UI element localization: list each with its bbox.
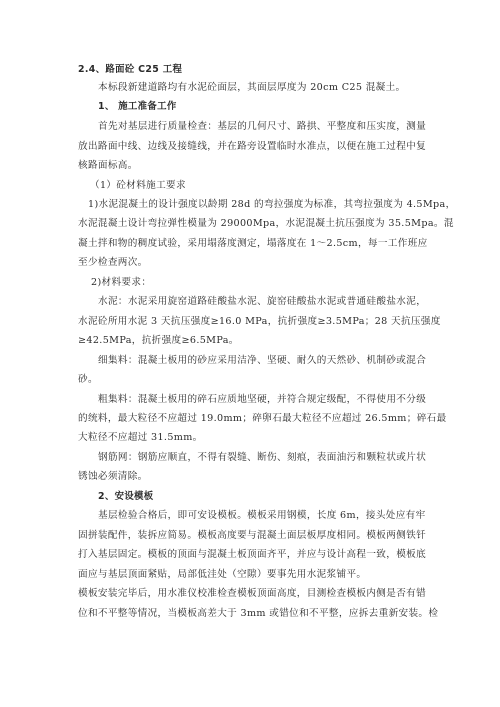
paragraph-line: 模板安装完毕后，用水准仪校准检查模板顶面高度，目测检查模板内侧是否有错 (78, 588, 427, 599)
paragraph-line: 首先对基层进行质量检查：基层的几何尺寸、路拱、平整度和压实度，测量 (98, 121, 427, 132)
paragraph-line: 凝土拌和物的稠度试验，采用塌落度测定，塌落度在 1～2.5cm，每一工作班应 (78, 238, 428, 249)
paragraph-line: 固拼装配件，装拆应简易。模板高度要与混凝土面层板厚度相同。模板两侧铁钎 (78, 530, 427, 541)
paragraph-line: 钢筋网：钢筋应顺直，不得有裂缝、断伤、刻痕，表面油污和颗粒状或片状 (98, 452, 427, 463)
paragraph-line: 粗集料：混凝土板用的碎石应质地坚硬，并符合规定级配，不得使用不分级 (98, 394, 427, 405)
paragraph-line: 面应与基层顶面紧贴，局部低洼处（空隙）要事先用水泥浆铺平。 (78, 569, 367, 580)
paragraph-line: 水泥：水泥采用旋窑道路硅酸盐水泥、旋窑硅酸盐水泥或普通硅酸盐水泥， (98, 296, 427, 307)
paragraph-line: 打入基层固定。模板的顶面与混凝土板顶面齐平，并应与设计高程一致，模板底 (78, 549, 427, 560)
paragraph-line: 基层检验合格后，即可安设模板。模板采用钢模，长度 6m，接头处应有牢 (98, 510, 426, 521)
paragraph-line: 水泥砼所用水泥 3 天抗压强度≥16.0 MPa，抗折强度≥3.5MPa；28 天抗压强度 (78, 316, 441, 327)
section-heading: 2.4、路面砼 C25 工程 (78, 64, 183, 75)
paragraph-line: 水泥混凝土设计弯拉弹性模量为 29000Mpa，水泥混凝土抗压强度为 35.5Mpa。混 (78, 218, 454, 229)
paragraph-line: 大粒径不应超过 31.5mm。 (78, 432, 203, 443)
paragraph-line: 的统料，最大粒径不应超过 19.0mm；碎卵石最大粒径不应超过 26.5mm；碎石最 (78, 413, 447, 424)
paragraph-line: 锈蚀必须清除。 (78, 471, 148, 482)
paragraph-line: ≥42.5MPa，抗折强度≥6.5MPa。 (78, 335, 239, 346)
paragraph-line: 细集料：混凝土板用的砂应采用洁净、坚硬、耐久的天然砂、机制砂或混合 (98, 355, 427, 366)
paragraph-line: 1)水泥混凝土的设计强度以龄期 28d 的弯拉强度为标准，其弯拉强度为 4.5Mpa， (88, 199, 456, 210)
item-heading: 2)材料要求： (91, 277, 152, 288)
paragraph-line: 核路面标高。 (78, 160, 138, 171)
paragraph-line: 放出路面中线、边线及接缝线，并在路旁设置临时水准点，以便在施工过程中复 (78, 141, 427, 152)
subsection-heading: 1、 施工准备工作 (98, 101, 177, 112)
paragraph-line: 本标段新建道路均有水泥砼面层，其面层厚度为 20cm C25 混凝土。 (98, 82, 406, 93)
item-heading: （1）砼材料施工要求 (90, 180, 186, 191)
paragraph-line: 砂。 (78, 374, 98, 385)
paragraph-line: 至少检查两次。 (78, 257, 148, 268)
subsection-heading: 2、安设模板 (98, 491, 154, 502)
paragraph-line: 位和不平整等情况，当模板高差大于 3mm 或错位和不平整，应拆去重新安装。检 (78, 608, 439, 619)
